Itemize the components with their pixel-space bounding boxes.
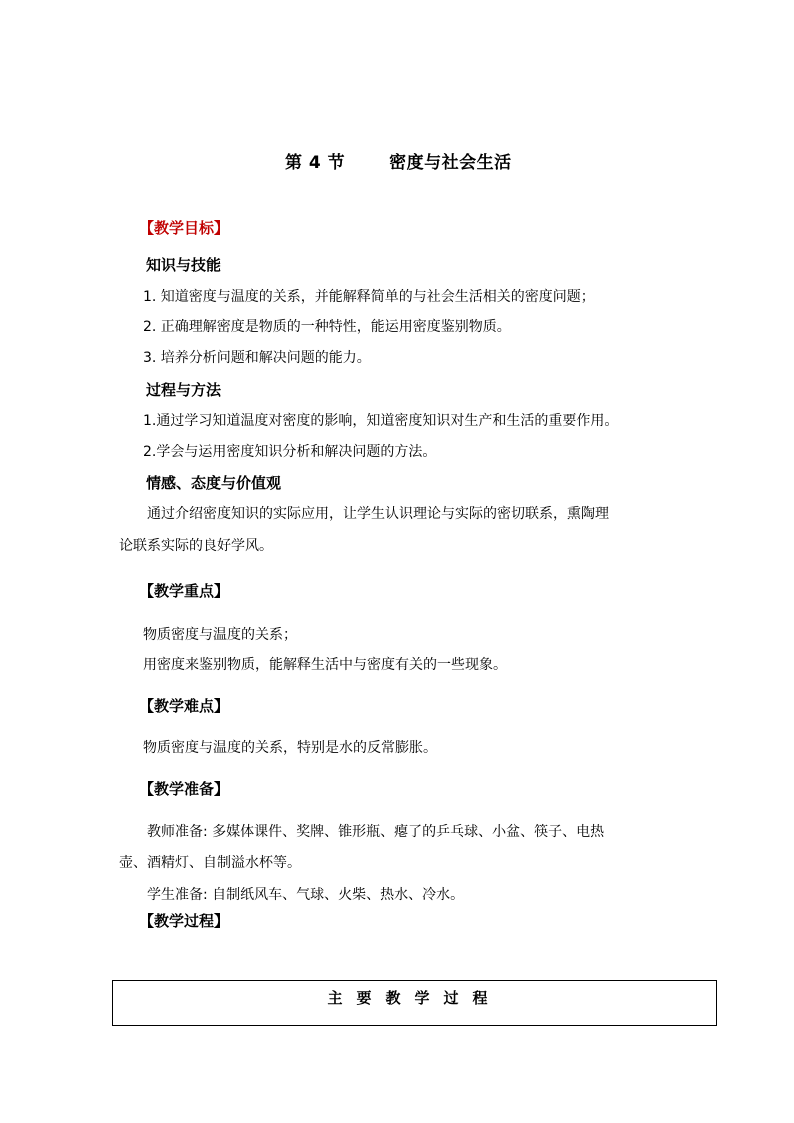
teacher-prep-line-1: 教师准备: 多媒体课件、奖牌、锥形瓶、瘪了的乒乓球、小盆、筷子、电热 [147, 824, 605, 840]
page-title [285, 148, 512, 173]
section-name: 密度与社会生活 [389, 153, 512, 173]
process-item-2: 2.学会与运用密度知识分析和解决问题的方法。 [143, 444, 437, 460]
key-point-1: 物质密度与温度的关系； [143, 627, 297, 643]
key-point-2: 用密度来鉴别物质，能解释生活中与密度有关的一些现象。 [143, 657, 507, 673]
process-item-1: 1.通过学习知道温度对密度的影响，知道密度知识对生产和生活的重要作用。 [143, 413, 619, 429]
key-points-heading: 【教学重点】 [139, 582, 230, 600]
process-title: 过程与方法 [146, 381, 222, 399]
knowledge-item-3: 3. 培养分析问题和解决问题的能力。 [143, 350, 371, 366]
emotion-line-2: 论联系实际的良好学风。 [119, 538, 273, 554]
difficulty-line: 物质密度与温度的关系，特别是水的反常膨胀。 [143, 740, 437, 756]
emotion-line-1: 通过介绍密度知识的实际应用，让学生认识理论与实际的密切联系，熏陶理 [147, 506, 609, 522]
knowledge-item-2: 2. 正确理解密度是物质的一种特性，能运用密度鉴别物质。 [143, 319, 511, 335]
student-prep-line: 学生准备: 自制纸风车、气球、火柴、热水、冷水。 [147, 887, 465, 903]
teacher-prep-line-2: 壶、酒精灯、自制溢水杯等。 [119, 855, 301, 871]
difficulties-heading: 【教学难点】 [139, 697, 230, 715]
knowledge-title: 知识与技能 [146, 256, 222, 274]
knowledge-item-1: 1. 知道密度与温度的关系，并能解释简单的与社会生活相关的密度问题； [143, 289, 595, 305]
emotion-title: 情感、态度与价值观 [146, 474, 282, 492]
process-table-header: 主要教学过程 [327, 989, 502, 1007]
process-table [112, 980, 717, 1026]
section-number: 第 4 节 [285, 153, 346, 173]
process-heading: 【教学过程】 [139, 912, 230, 930]
objectives-heading: 【教学目标】 [139, 219, 230, 237]
preparation-heading: 【教学准备】 [139, 780, 230, 798]
